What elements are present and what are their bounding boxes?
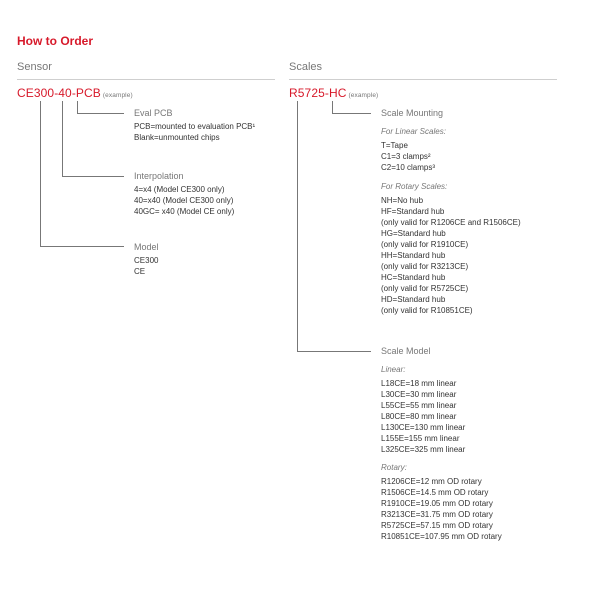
rotary-models-label: Rotary: bbox=[381, 463, 407, 472]
list-item: (only valid for R5725CE) bbox=[381, 284, 469, 293]
list-item: (only valid for R1910CE) bbox=[381, 240, 469, 249]
tree-line-mounting-vertical bbox=[332, 101, 333, 113]
tree-line-interpolation-vertical bbox=[62, 101, 63, 176]
interpolation-title: Interpolation bbox=[134, 171, 184, 181]
tree-line-scale-model-horizontal bbox=[297, 351, 371, 352]
scale-mounting-title: Scale Mounting bbox=[381, 108, 444, 118]
list-item: R10851CE=107.95 mm OD rotary bbox=[381, 532, 502, 541]
sensor-code-text: CE300-40-PCB bbox=[17, 86, 101, 100]
tree-line-model-horizontal bbox=[40, 246, 124, 247]
tree-line-scale-model-vertical bbox=[297, 101, 298, 351]
tree-line-pcb-vertical bbox=[77, 101, 78, 113]
list-item: L80CE=80 mm linear bbox=[381, 412, 457, 421]
list-item: R5725CE=57.15 mm OD rotary bbox=[381, 521, 493, 530]
list-item: 4=x4 (Model CE300 only) bbox=[134, 185, 225, 194]
list-item: NH=No hub bbox=[381, 196, 424, 205]
scales-code-text: R5725-HC bbox=[289, 86, 347, 100]
linear-model-options bbox=[381, 378, 465, 455]
tree-line-mounting-horizontal bbox=[332, 113, 371, 114]
interpolation-options bbox=[134, 184, 234, 217]
list-item: L130CE=130 mm linear bbox=[381, 423, 466, 432]
list-item: Blank=unmounted chips bbox=[134, 133, 220, 142]
sensor-code bbox=[17, 86, 133, 100]
scales-code bbox=[289, 86, 378, 100]
list-item: (only valid for R10851CE) bbox=[381, 306, 473, 315]
sensor-divider bbox=[17, 79, 275, 80]
tree-line-model-vertical bbox=[40, 101, 41, 246]
list-item: 40GC= x40 (Model CE only) bbox=[134, 207, 235, 216]
scale-model-title: Scale Model bbox=[381, 346, 431, 356]
list-item: (only valid for R3213CE) bbox=[381, 262, 469, 271]
list-item: L30CE=30 mm linear bbox=[381, 390, 457, 399]
list-item: L18CE=18 mm linear bbox=[381, 379, 457, 388]
list-item: R1206CE=12 mm OD rotary bbox=[381, 477, 482, 486]
list-item: HD=Standard hub bbox=[381, 295, 446, 304]
list-item: HH=Standard hub bbox=[381, 251, 446, 260]
list-item: L55CE=55 mm linear bbox=[381, 401, 457, 410]
list-item: C2=10 clamps³ bbox=[381, 163, 436, 172]
list-item: CE300 bbox=[134, 256, 159, 265]
linear-scales-label: For Linear Scales: bbox=[381, 127, 446, 136]
tree-line-interpolation-horizontal bbox=[62, 176, 124, 177]
scales-heading: Scales bbox=[289, 61, 323, 73]
list-item: R1506CE=14.5 mm OD rotary bbox=[381, 488, 489, 497]
rotary-mounting-options bbox=[381, 195, 521, 316]
eval-pcb-options bbox=[134, 121, 255, 143]
sensor-code-example: (example) bbox=[102, 92, 133, 99]
linear-mounting-options bbox=[381, 140, 435, 173]
list-item: L325CE=325 mm linear bbox=[381, 445, 466, 454]
sensor-heading: Sensor bbox=[17, 61, 52, 73]
list-item: R1910CE=19.05 mm OD rotary bbox=[381, 499, 493, 508]
rotary-model-options bbox=[381, 476, 502, 542]
page-title: How to Order bbox=[17, 34, 94, 48]
list-item: (only valid for R1206CE and R1506CE) bbox=[381, 218, 521, 227]
tree-line-pcb-horizontal bbox=[77, 113, 124, 114]
list-item: L155E=155 mm linear bbox=[381, 434, 460, 443]
scales-divider bbox=[289, 79, 557, 80]
scales-code-example: (example) bbox=[348, 92, 379, 99]
eval-pcb-title: Eval PCB bbox=[134, 108, 173, 118]
list-item: T=Tape bbox=[381, 141, 408, 150]
sensor-model-title: Model bbox=[134, 242, 159, 252]
list-item: HG=Standard hub bbox=[381, 229, 446, 238]
list-item: HF=Standard hub bbox=[381, 207, 445, 216]
list-item: CE bbox=[134, 267, 146, 276]
list-item: R3213CE=31.75 mm OD rotary bbox=[381, 510, 493, 519]
list-item: PCB=mounted to evaluation PCB¹ bbox=[134, 122, 256, 131]
linear-models-label: Linear: bbox=[381, 365, 406, 374]
sensor-model-options bbox=[134, 255, 158, 277]
list-item: C1=3 clamps² bbox=[381, 152, 431, 161]
rotary-scales-label: For Rotary Scales: bbox=[381, 182, 448, 191]
list-item: 40=x40 (Model CE300 only) bbox=[134, 196, 234, 205]
list-item: HC=Standard hub bbox=[381, 273, 446, 282]
